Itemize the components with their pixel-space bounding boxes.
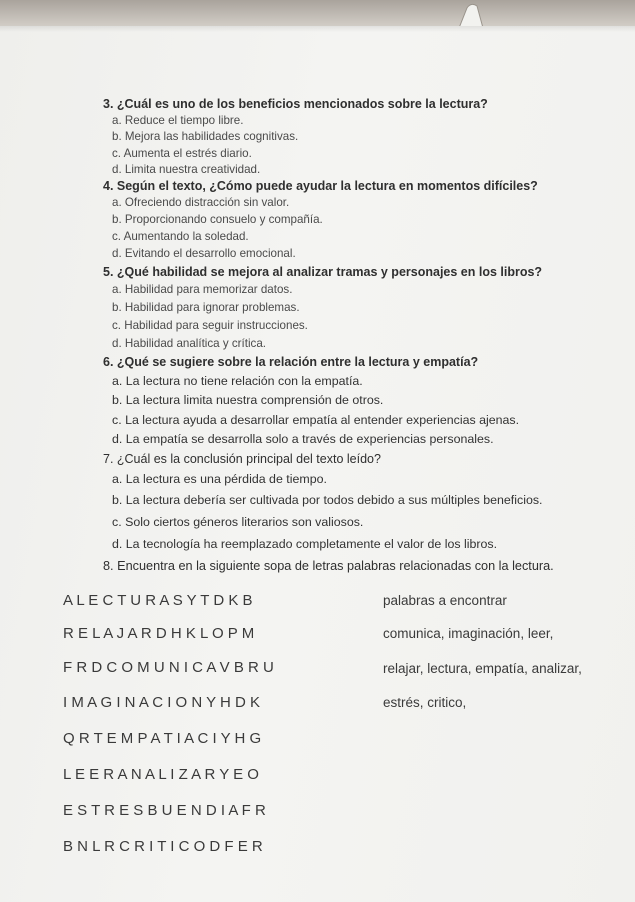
question-6-option-a: a. La lectura no tiene relación con la empatía. [112,374,363,388]
question-6-option-c: c. La lectura ayuda a desarrollar empatía al entender experiencias ajenas. [112,413,520,427]
words-line-2: relajar, lectura, empatía, analizar, [383,661,582,676]
question-7-option-c: c. Solo ciertos géneros literarios son valiosos. [112,515,364,529]
grid-row-5: Q R T E M P A T I A C I Y H G [63,730,262,747]
question-7-option-a: a. La lectura es una pérdida de tiempo. [112,472,327,486]
question-3-prompt: 3. ¿Cuál es uno de los beneficios mencionados sobre la lectura? [103,97,488,111]
question-5-prompt: 5. ¿Qué habilidad se mejora al analizar tramas y personajes en los libros? [103,265,543,279]
question-7-option-b: b. La lectura debería ser cultivada por todos debido a sus múltiples beneficios. [112,493,543,507]
grid-row-6: L E E R A N A L I Z A R Y E O [63,766,259,783]
grid-row-7: E S T R E S B U E N D I A F R [63,802,266,819]
question-6-option-b: b. La lectura limita nuestra comprensión de otros. [112,393,384,407]
question-5-option-b: b. Habilidad para ignorar problemas. [112,301,300,314]
question-6-option-d: d. La empatía se desarrolla solo a través de experiencias personales. [112,432,494,446]
question-3-option-a: a. Reduce el tiempo libre. [112,114,244,127]
question-4-option-a: a. Ofreciendo distracción sin valor. [112,196,290,209]
question-4-prompt: 4. Según el texto, ¿Cómo puede ayudar la lectura en momentos difíciles? [103,179,538,193]
question-8-instruction: 8. Encuentra en la siguiente sopa de letras palabras relacionadas con la lectura. [103,559,554,573]
question-5-option-a: a. Habilidad para memorizar datos. [112,283,293,296]
words-line-3: estrés, critico, [383,695,467,710]
grid-row-1: A L E C T U R A S Y T D K B [63,592,253,609]
question-3-option-d: d. Limita nuestra creatividad. [112,163,261,176]
paper-fold-shape [455,2,485,28]
question-7-prompt: 7. ¿Cuál es la conclusión principal del texto leído? [103,452,381,466]
question-7-option-d: d. La tecnología ha reemplazado completamente el valor de los libros. [112,537,498,551]
question-5-option-c: c. Habilidad para seguir instrucciones. [112,319,308,332]
words-line-1: comunica, imaginación, leer, [383,626,554,641]
words-heading: palabras a encontrar [383,593,507,608]
grid-row-3: F R D C O M U N I C A V B R U [63,659,274,676]
grid-row-4: I M A G I N A C I O N Y H D K [63,694,261,711]
grid-row-2: R E L A J A R D H K L O P M [63,625,255,642]
sheet-edge-shadow [0,26,635,32]
question-4-option-b: b. Proporcionando consuelo y compañía. [112,213,323,226]
grid-row-8: B N L R C R I T I C O D F E R [63,838,263,855]
question-3-option-b: b. Mejora las habilidades cognitivas. [112,130,299,143]
question-4-option-d: d. Evitando el desarrollo emocional. [112,247,296,260]
question-3-option-c: c. Aumenta el estrés diario. [112,147,252,160]
question-4-option-c: c. Aumentando la soledad. [112,230,249,243]
question-6-prompt: 6. ¿Qué se sugiere sobre la relación entre la lectura y empatía? [103,355,479,369]
question-5-option-d: d. Habilidad analítica y crítica. [112,337,267,350]
